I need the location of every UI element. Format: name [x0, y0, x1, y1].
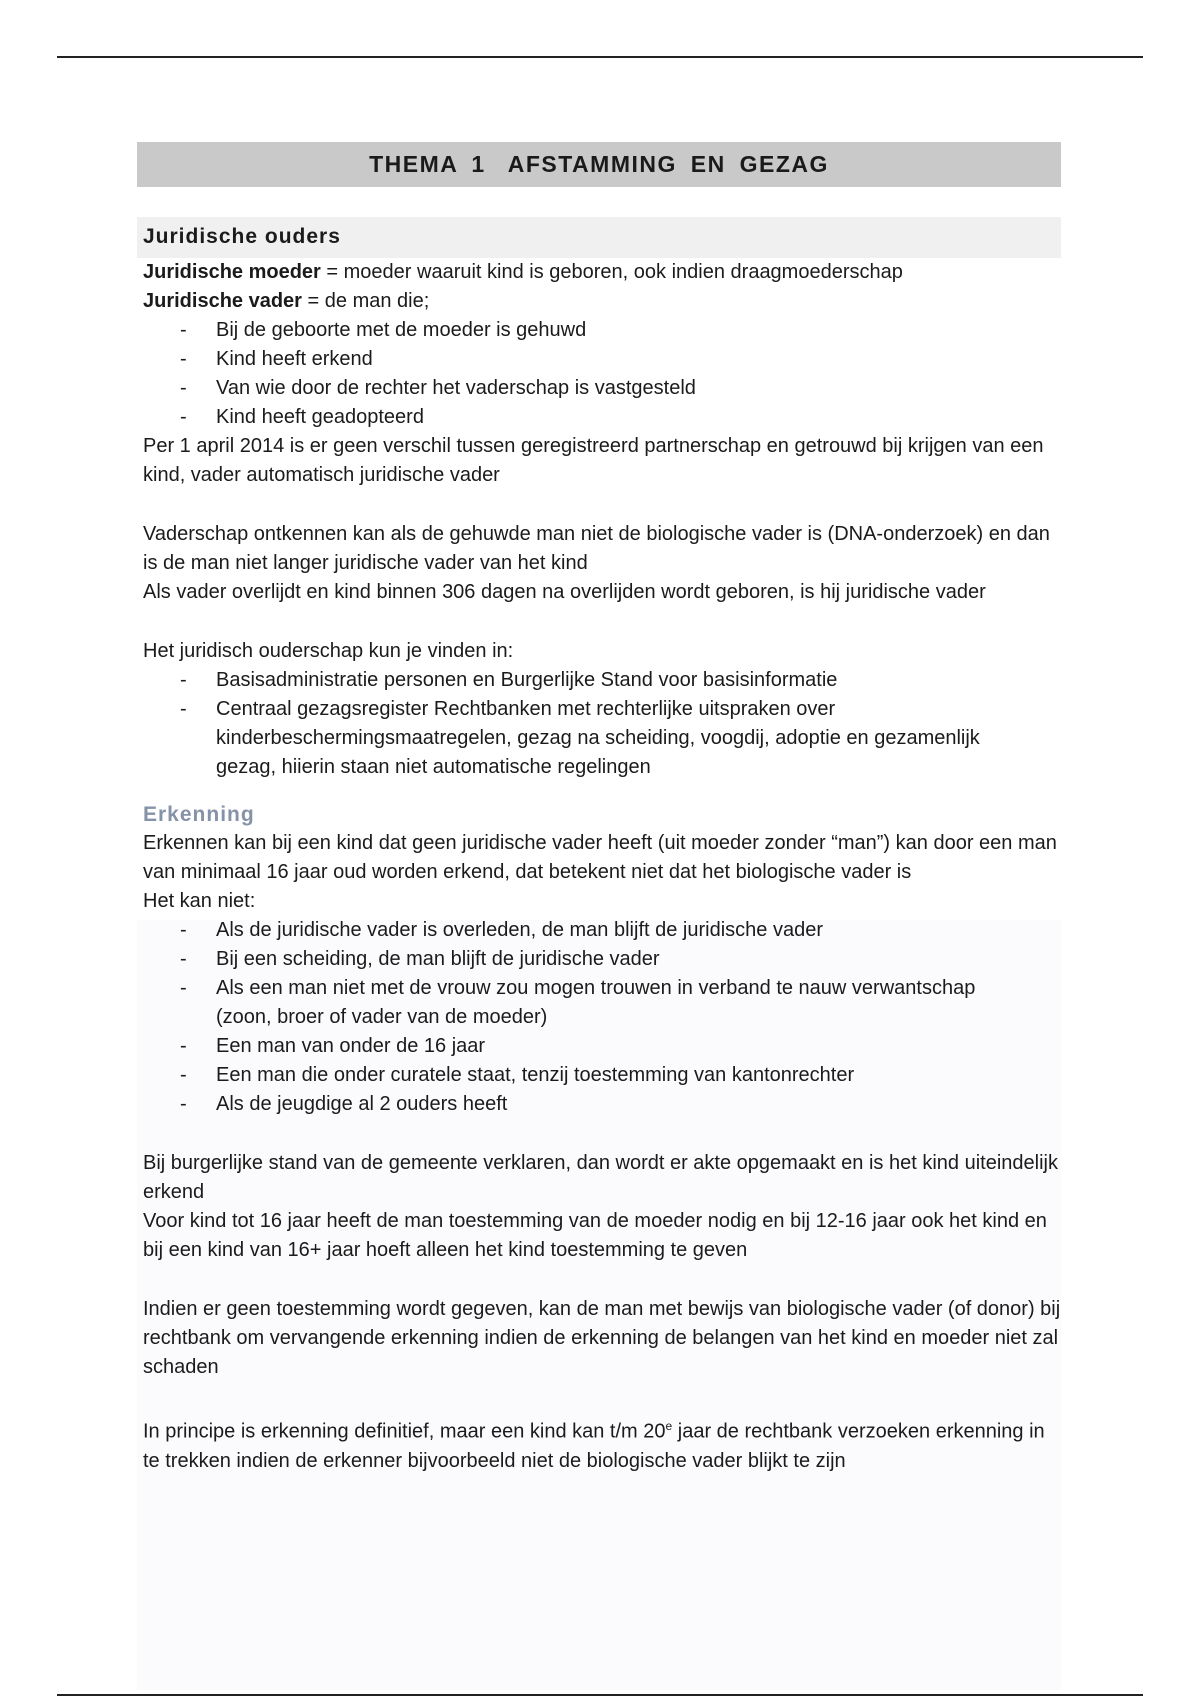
list-item: - Basisadministratie personen en Burgerlijke Stand voor basisinformatie	[180, 669, 838, 691]
paragraph-partnerschap: Per 1 april 2014 is er geen verschil tussen geregistreerd partnerschap en getrouwd bij krijgen van een kind, vader automatisch juridische vader	[143, 435, 1044, 486]
list-item: - Als de jeugdige al 2 ouders heeft	[180, 1093, 508, 1115]
document-body	[137, 142, 1061, 1476]
definition-term: Juridische moeder	[143, 261, 321, 283]
register-list	[137, 666, 1061, 782]
definition-text: = moeder waaruit kind is geboren, ook indien draagmoederschap	[320, 261, 903, 283]
paragraph-burgerlijke-stand: Bij burgerlijke stand van de gemeente verklaren, dan wordt er akte opgemaakt en is het kind uiteindelijk erkend	[143, 1152, 1058, 1203]
definition-moeder	[137, 258, 1061, 287]
list-item: - Bij de geboorte met de moeder is gehuwd	[180, 319, 587, 341]
list-item: - Als een man niet met de vrouw zou mogen trouwen in verband te nauw verwantschap (zoon, broer of vader van de moeder)	[180, 977, 976, 1028]
list-item: - Kind heeft erkend	[180, 348, 373, 370]
paragraph-toestemming: Voor kind tot 16 jaar heeft de man toestemming van de moeder nodig en bij 12-16 jaar ook het kind en bij een kind van 16+ jaar hoeft alleen het kind toestemming te geven	[143, 1210, 1047, 1261]
kan-niet-list	[137, 916, 1061, 1119]
vader-list	[137, 316, 1061, 432]
definition-vader	[137, 287, 1061, 316]
definition-text: = de man die;	[301, 290, 430, 312]
list-item: - Een man die onder curatele staat, tenzij toestemming van kantonrechter	[180, 1064, 855, 1086]
erkenning-heading: Erkenning	[143, 803, 255, 826]
theme-number: THEMA 1	[369, 151, 486, 177]
list-item: - Kind heeft geadopteerd	[180, 406, 424, 428]
theme-title: AFSTAMMING EN GEZAG	[507, 151, 829, 177]
paragraph-erkenning-intro: Erkennen kan bij een kind dat geen juridische vader heeft (uit moeder zonder “man”) kan door een man van minimaal 16 jaar oud worden erkend, dat betekent niet dat het biologische vader is	[143, 832, 1057, 883]
paragraph-ontkennen: Vaderschap ontkennen kan als de gehuwde man niet de biologische vader is (DNA-onderzoek) en dan is de man niet langer juridische vader van het kind	[143, 523, 1050, 574]
list-item: - Van wie door de rechter het vaderschap is vastgesteld	[180, 377, 696, 399]
definition-term: Juridische vader	[143, 290, 302, 312]
paragraph-kan-niet: Het kan niet:	[143, 890, 256, 912]
paragraph-vervangende-erkenning: Indien er geen toestemming wordt gegeven, kan de man met bewijs van biologische vader (of donor) bij rechtbank om vervangende erkenning indien de erkenning de belangen van het kind en moeder niet zal schaden	[143, 1298, 1061, 1378]
paragraph-definitief: In principe is erkenning definitief, maar een kind kan t/m 20e jaar de rechtbank verzoeken erkenning in te trekken indien de erkenner bijvoorbeeld niet de biologische vader blijkt te zijn	[143, 1419, 1045, 1472]
theme-title-bar	[137, 142, 1061, 187]
list-item: - Als de juridische vader is overleden, de man blijft de juridische vader	[180, 919, 823, 941]
list-item: - Een man van onder de 16 jaar	[180, 1035, 486, 1057]
list-item: - Centraal gezagsregister Rechtbanken met rechterlijke uitspraken over kinderbeschermingsmaatregelen, gezag na scheiding, voogdij, adoptie en gezamenlijk gezag, hiierin staan niet automatische regelingen	[180, 698, 980, 778]
header-rule	[57, 56, 1143, 58]
list-item: - Bij een scheiding, de man blijft de juridische vader	[180, 948, 660, 970]
section-heading: Juridische ouders	[137, 217, 1061, 258]
paragraph-vinden: Het juridisch ouderschap kun je vinden in:	[143, 640, 514, 662]
paragraph-overlijden: Als vader overlijdt en kind binnen 306 dagen na overlijden wordt geboren, is hij juridische vader	[143, 581, 986, 603]
footer-rule	[57, 1694, 1143, 1696]
